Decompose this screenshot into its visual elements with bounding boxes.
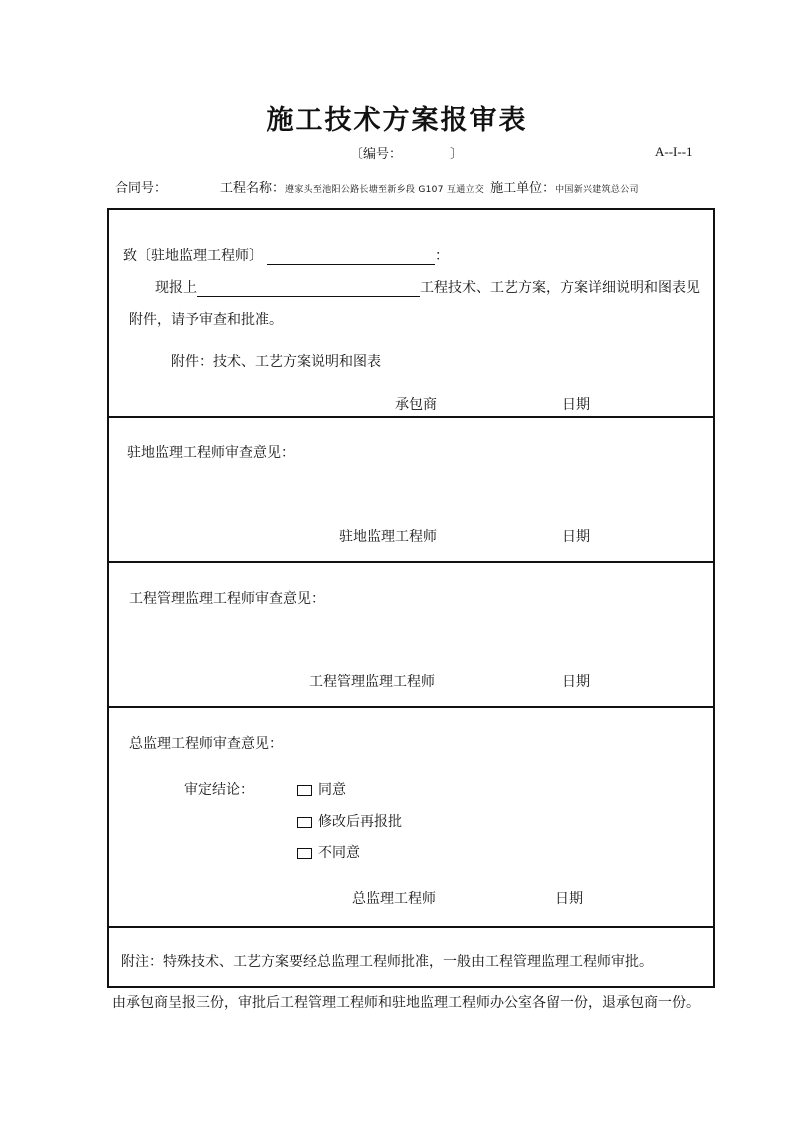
option-reject[interactable] bbox=[297, 842, 360, 862]
report-suffix: 工程技术、工艺方案，方案详细说明和图表见 bbox=[420, 280, 700, 296]
form-title: 施工技术方案报审表 bbox=[266, 105, 528, 136]
divider bbox=[109, 926, 713, 928]
checkbox-icon[interactable] bbox=[297, 817, 312, 828]
serial-close: 〕 bbox=[450, 147, 464, 162]
contractor-date: 日期 bbox=[562, 397, 590, 413]
project-info bbox=[220, 177, 639, 196]
contractor-signer: 承包商 bbox=[395, 397, 437, 413]
option-reject-label: 不同意 bbox=[318, 845, 360, 861]
divider bbox=[109, 561, 713, 563]
approval-form-table bbox=[107, 208, 715, 988]
addressee-line bbox=[123, 245, 449, 265]
project-blank[interactable] bbox=[197, 282, 420, 297]
divider bbox=[109, 416, 713, 418]
resident-engineer-heading: 驻地监理工程师审查意见： bbox=[127, 445, 295, 461]
checkbox-icon[interactable] bbox=[297, 785, 312, 796]
option-approve[interactable] bbox=[297, 779, 346, 799]
addressee-blank[interactable] bbox=[267, 250, 435, 265]
management-engineer-signer: 工程管理监理工程师 bbox=[309, 674, 435, 690]
option-revise[interactable] bbox=[297, 811, 402, 831]
addressee-colon: ： bbox=[435, 248, 449, 264]
report-line bbox=[155, 277, 700, 297]
contractor-label: 施工单位： bbox=[490, 181, 556, 196]
report-prefix: 现报上 bbox=[155, 280, 197, 296]
management-engineer-heading: 工程管理监理工程师审查意见： bbox=[129, 591, 325, 607]
divider bbox=[109, 706, 713, 708]
contract-number-label: 合同号： bbox=[115, 181, 168, 196]
form-code: A--I--1 bbox=[655, 144, 693, 159]
contractor-name: 中国新兴建筑总公司 bbox=[555, 185, 639, 195]
checkbox-icon[interactable] bbox=[297, 848, 312, 859]
serial-number bbox=[350, 143, 463, 162]
addressee-label: 致〔驻地监理工程师〕 bbox=[123, 248, 263, 264]
distribution-note: 由承包商呈报三份，审批后工程管理工程师和驻地监理工程师办公室各留一份，退承包商一份。 bbox=[112, 995, 700, 1011]
chief-engineer-date: 日期 bbox=[555, 891, 583, 907]
conclusion-label: 审定结论： bbox=[184, 782, 254, 798]
form-note: 附注：特殊技术、工艺方案要经总监理工程师批准，一般由工程管理监理工程师审批。 bbox=[121, 954, 653, 970]
chief-engineer-heading: 总监理工程师审查意见： bbox=[129, 736, 283, 752]
attachment-note: 附件：技术、工艺方案说明和图表 bbox=[171, 354, 381, 370]
resident-engineer-signer: 驻地监理工程师 bbox=[339, 529, 437, 545]
resident-engineer-date: 日期 bbox=[562, 529, 590, 545]
option-approve-label: 同意 bbox=[318, 782, 346, 798]
chief-engineer-signer: 总监理工程师 bbox=[352, 891, 436, 907]
project-label: 工程名称： bbox=[220, 181, 286, 196]
option-revise-label: 修改后再报批 bbox=[318, 814, 402, 830]
project-name: 遵家头至池阳公路长塘至新乡段 G107 互通立交 bbox=[285, 185, 485, 195]
management-engineer-date: 日期 bbox=[562, 674, 590, 690]
serial-label: 〔编号： bbox=[350, 147, 403, 162]
report-line-2: 附件，请予审查和批准。 bbox=[129, 312, 283, 328]
